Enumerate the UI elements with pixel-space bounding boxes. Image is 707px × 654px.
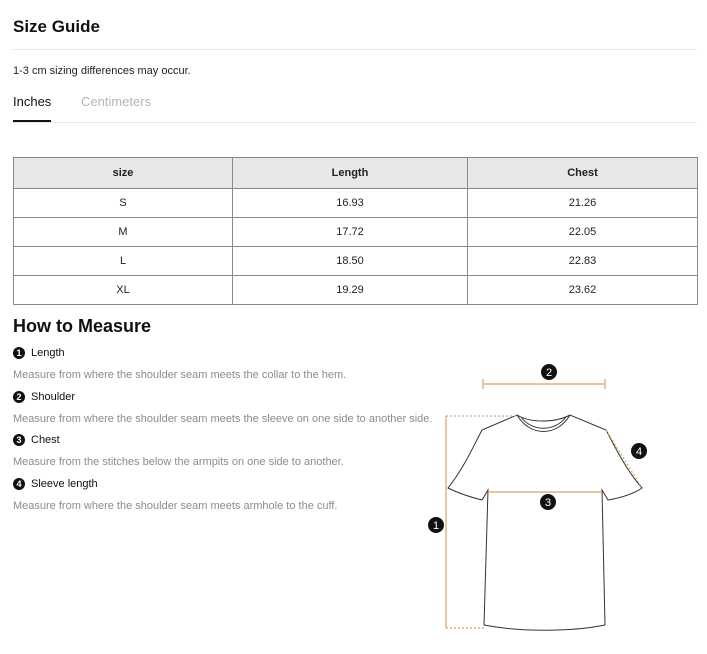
table-row	[14, 189, 698, 218]
cell-length: 18.50	[233, 247, 468, 276]
diagram-marker-3: 3	[544, 497, 552, 509]
page-title: Size Guide	[13, 17, 100, 36]
tshirt-outline	[448, 415, 642, 630]
table-row	[14, 247, 698, 276]
diagram-markers	[428, 364, 647, 533]
measure-label: Length	[31, 347, 65, 359]
measure-item-sleeve	[13, 477, 98, 491]
diagram-marker-2: 2	[545, 367, 553, 379]
sizing-note: 1-3 cm sizing differences may occur.	[13, 65, 191, 77]
measure-item-length	[13, 346, 65, 360]
measure-item-shoulder	[13, 390, 75, 404]
number-1-icon: 1	[13, 347, 25, 359]
table-row	[14, 218, 698, 247]
cell-size: M	[14, 218, 233, 247]
measure-item-chest	[13, 433, 60, 447]
measure-label: Chest	[31, 434, 60, 446]
number-2-icon: 2	[13, 391, 25, 403]
measure-desc-shoulder: Measure from where the shoulder seam meets the sleeve on one side to another side.	[13, 413, 433, 425]
unit-tabs	[13, 93, 697, 123]
diagram-marker-4: 4	[635, 446, 643, 458]
tshirt-measure-diagram	[420, 355, 660, 635]
table-header-row	[14, 158, 698, 189]
cell-length: 17.72	[233, 218, 468, 247]
cell-chest: 22.05	[468, 218, 698, 247]
cell-size: XL	[14, 276, 233, 305]
number-3-icon: 3	[13, 434, 25, 446]
cell-chest: 22.83	[468, 247, 698, 276]
table-row	[14, 276, 698, 305]
header-size: size	[14, 158, 233, 189]
cell-chest: 21.26	[468, 189, 698, 218]
measure-desc-length: Measure from where the shoulder seam meets the collar to the hem.	[13, 369, 347, 381]
diagram-marker-1: 1	[432, 520, 440, 532]
measure-desc-chest: Measure from the stitches below the armpits on one side to another.	[13, 456, 344, 468]
cell-size: S	[14, 189, 233, 218]
cell-length: 19.29	[233, 276, 468, 305]
measure-label: Sleeve length	[31, 478, 98, 490]
size-table	[13, 157, 698, 305]
header-length: Length	[233, 158, 468, 189]
cell-size: L	[14, 247, 233, 276]
header-chest: Chest	[468, 158, 698, 189]
title-divider	[13, 49, 697, 50]
number-4-icon: 4	[13, 478, 25, 490]
measure-label: Shoulder	[31, 391, 76, 403]
how-to-measure-title: How to Measure	[13, 316, 152, 336]
cell-length: 16.93	[233, 189, 468, 218]
tab-inches[interactable]: Inches	[13, 94, 52, 109]
tab-centimeters[interactable]: Centimeters	[81, 94, 152, 109]
measure-desc-sleeve: Measure from where the shoulder seam meets armhole to the cuff.	[13, 500, 338, 512]
cell-chest: 23.62	[468, 276, 698, 305]
